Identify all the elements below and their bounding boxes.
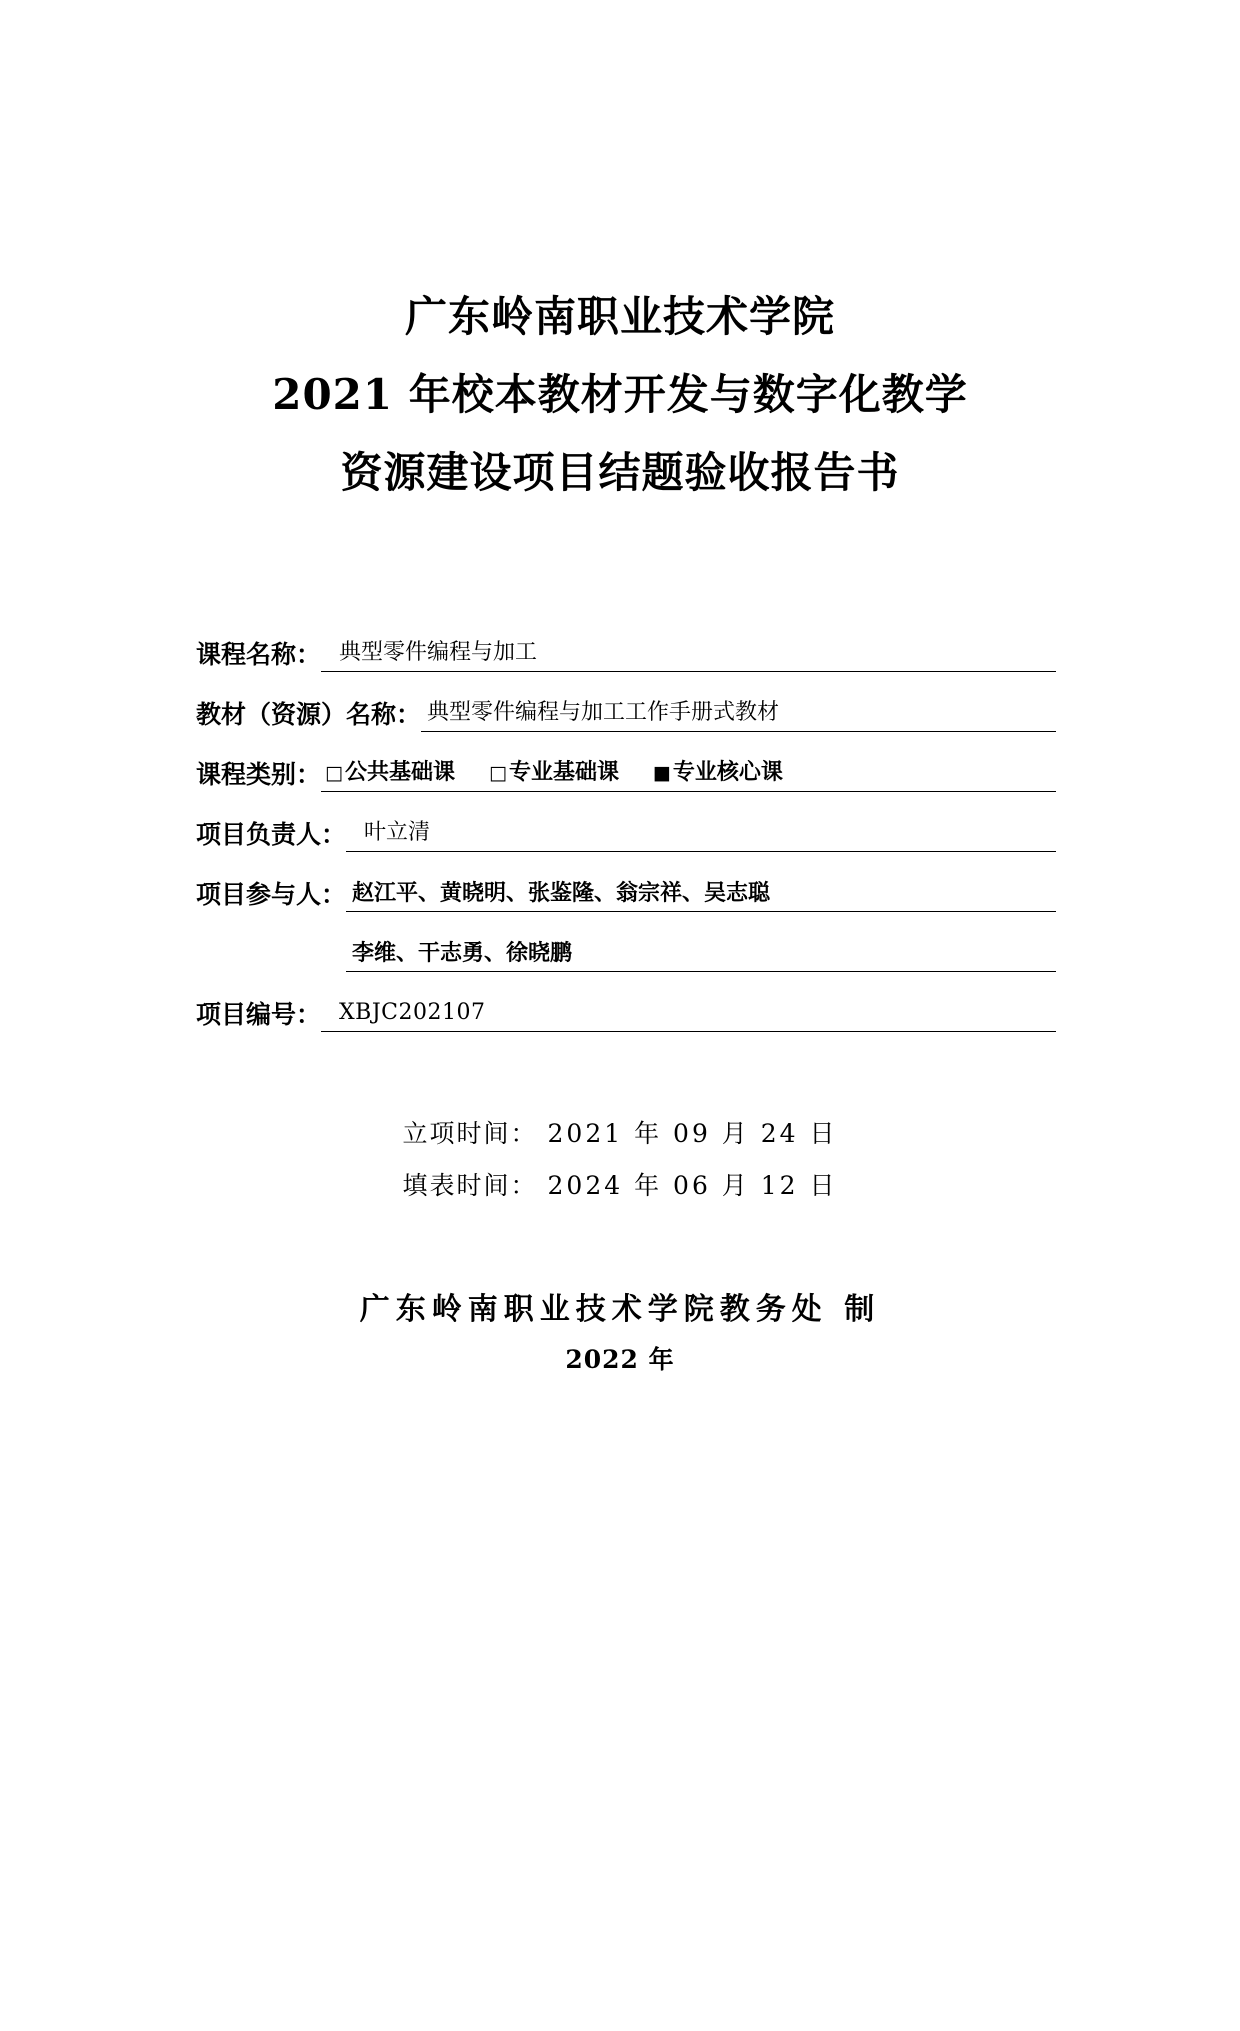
project-members-value-line-2[interactable]: 李维、干志勇、徐晓鹏 bbox=[346, 938, 1056, 972]
project-leader-label: 项目负责人： bbox=[196, 820, 347, 849]
category-option-public[interactable] bbox=[325, 757, 455, 788]
project-number-value[interactable]: XBJC202107 bbox=[321, 998, 1056, 1032]
footer-year: 2022 年 bbox=[565, 1345, 675, 1374]
approval-date-value[interactable]: 2021 年 09 月 24 日 bbox=[547, 1119, 838, 1148]
field-material-name bbox=[196, 690, 1056, 732]
category-option-major-core-label: 专业核心课 bbox=[672, 759, 783, 785]
approval-date-row bbox=[0, 1108, 1240, 1160]
title-line-1: 广东岭南职业技术学院 bbox=[404, 292, 835, 341]
title-line-2: 2021 年校本教材开发与数字化教学 bbox=[272, 370, 968, 419]
category-option-major-basic-label: 专业基础课 bbox=[508, 759, 619, 785]
material-name-value[interactable]: 典型零件编程与加工工作手册式教材 bbox=[421, 698, 1056, 732]
checkbox-unchecked-icon[interactable]: □ bbox=[325, 762, 343, 784]
project-leader-value[interactable]: 叶立清 bbox=[346, 818, 1056, 852]
date-block bbox=[0, 1108, 1240, 1212]
material-name-label: 教材（资源）名称： bbox=[196, 700, 422, 729]
document-footer bbox=[0, 1284, 1240, 1384]
document-page bbox=[0, 278, 1240, 2031]
approval-date-label: 立项时间： bbox=[402, 1119, 538, 1148]
checkbox-checked-icon[interactable]: ■ bbox=[652, 762, 671, 784]
project-number-label: 项目编号： bbox=[196, 1000, 322, 1029]
category-option-major-basic[interactable] bbox=[489, 757, 619, 788]
title-line-3: 资源建设项目结题验收报告书 bbox=[340, 448, 900, 497]
field-project-members-continued bbox=[196, 930, 1056, 972]
footer-organization: 广东岭南职业技术学院教务处 制 bbox=[359, 1292, 881, 1327]
checkbox-unchecked-icon[interactable]: □ bbox=[488, 762, 507, 784]
project-members-label: 项目参与人： bbox=[196, 880, 347, 909]
filled-date-value[interactable]: 2024 年 06 月 12 日 bbox=[547, 1171, 838, 1200]
filled-date-row bbox=[0, 1160, 1240, 1212]
field-project-number bbox=[196, 990, 1056, 1032]
field-course-category bbox=[196, 750, 1056, 792]
document-title bbox=[0, 278, 1240, 512]
course-category-options bbox=[321, 757, 1056, 792]
category-option-public-label: 公共基础课 bbox=[344, 759, 455, 785]
field-project-members bbox=[196, 870, 1056, 912]
field-project-leader bbox=[196, 810, 1056, 852]
course-category-label: 课程类别： bbox=[196, 760, 322, 789]
field-course-name bbox=[196, 630, 1056, 672]
category-option-major-core[interactable] bbox=[653, 757, 783, 788]
course-name-label: 课程名称： bbox=[196, 640, 322, 669]
form-fields bbox=[196, 630, 1056, 1032]
filled-date-label: 填表时间： bbox=[402, 1171, 538, 1200]
course-name-value[interactable]: 典型零件编程与加工 bbox=[321, 638, 1056, 672]
project-members-value-line-1[interactable]: 赵江平、黄晓明、张鉴隆、翁宗祥、吴志聪 bbox=[346, 878, 1056, 912]
